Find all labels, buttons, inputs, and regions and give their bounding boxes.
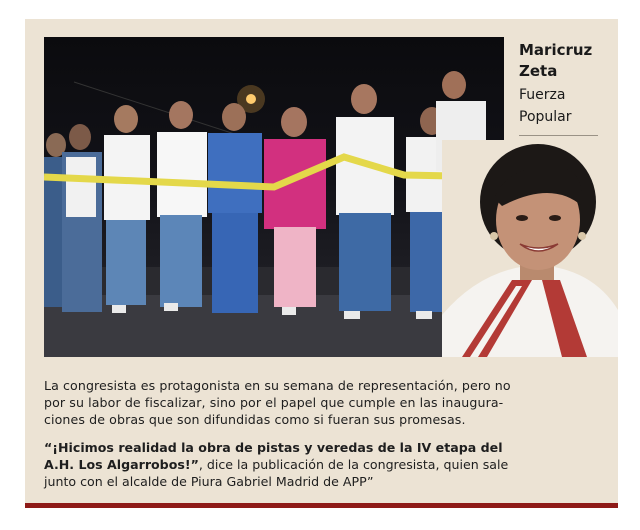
article-paragraph: La congresista es protagonista en su semana de representación, pero no por su labor de fiscalizar, sino por el papel que cumple en las inaugura-ciones de obras que son difundidas como si fueran sus promesas. <box>44 378 511 427</box>
congresswoman-portrait <box>442 140 618 357</box>
congresswoman-name: Maricruz Zeta <box>519 41 593 80</box>
ribbon-cutting-photo <box>44 37 504 357</box>
article-quote <box>44 439 514 490</box>
quote-attribution: , dice la publicación de la congresista, quien sale junto con el alcalde de Piura Gabriel Madrid de APP” <box>44 457 509 489</box>
congresswoman-byline <box>519 40 609 128</box>
byline-divider <box>519 135 598 136</box>
party-name: Fuerza Popular <box>519 87 572 125</box>
bottom-accent-rule <box>25 503 618 508</box>
quote-headline: “¡Hicimos realidad la obra de pistas y veredas de la IV etapa del A.H. Los Algarrobos!” <box>44 440 503 472</box>
